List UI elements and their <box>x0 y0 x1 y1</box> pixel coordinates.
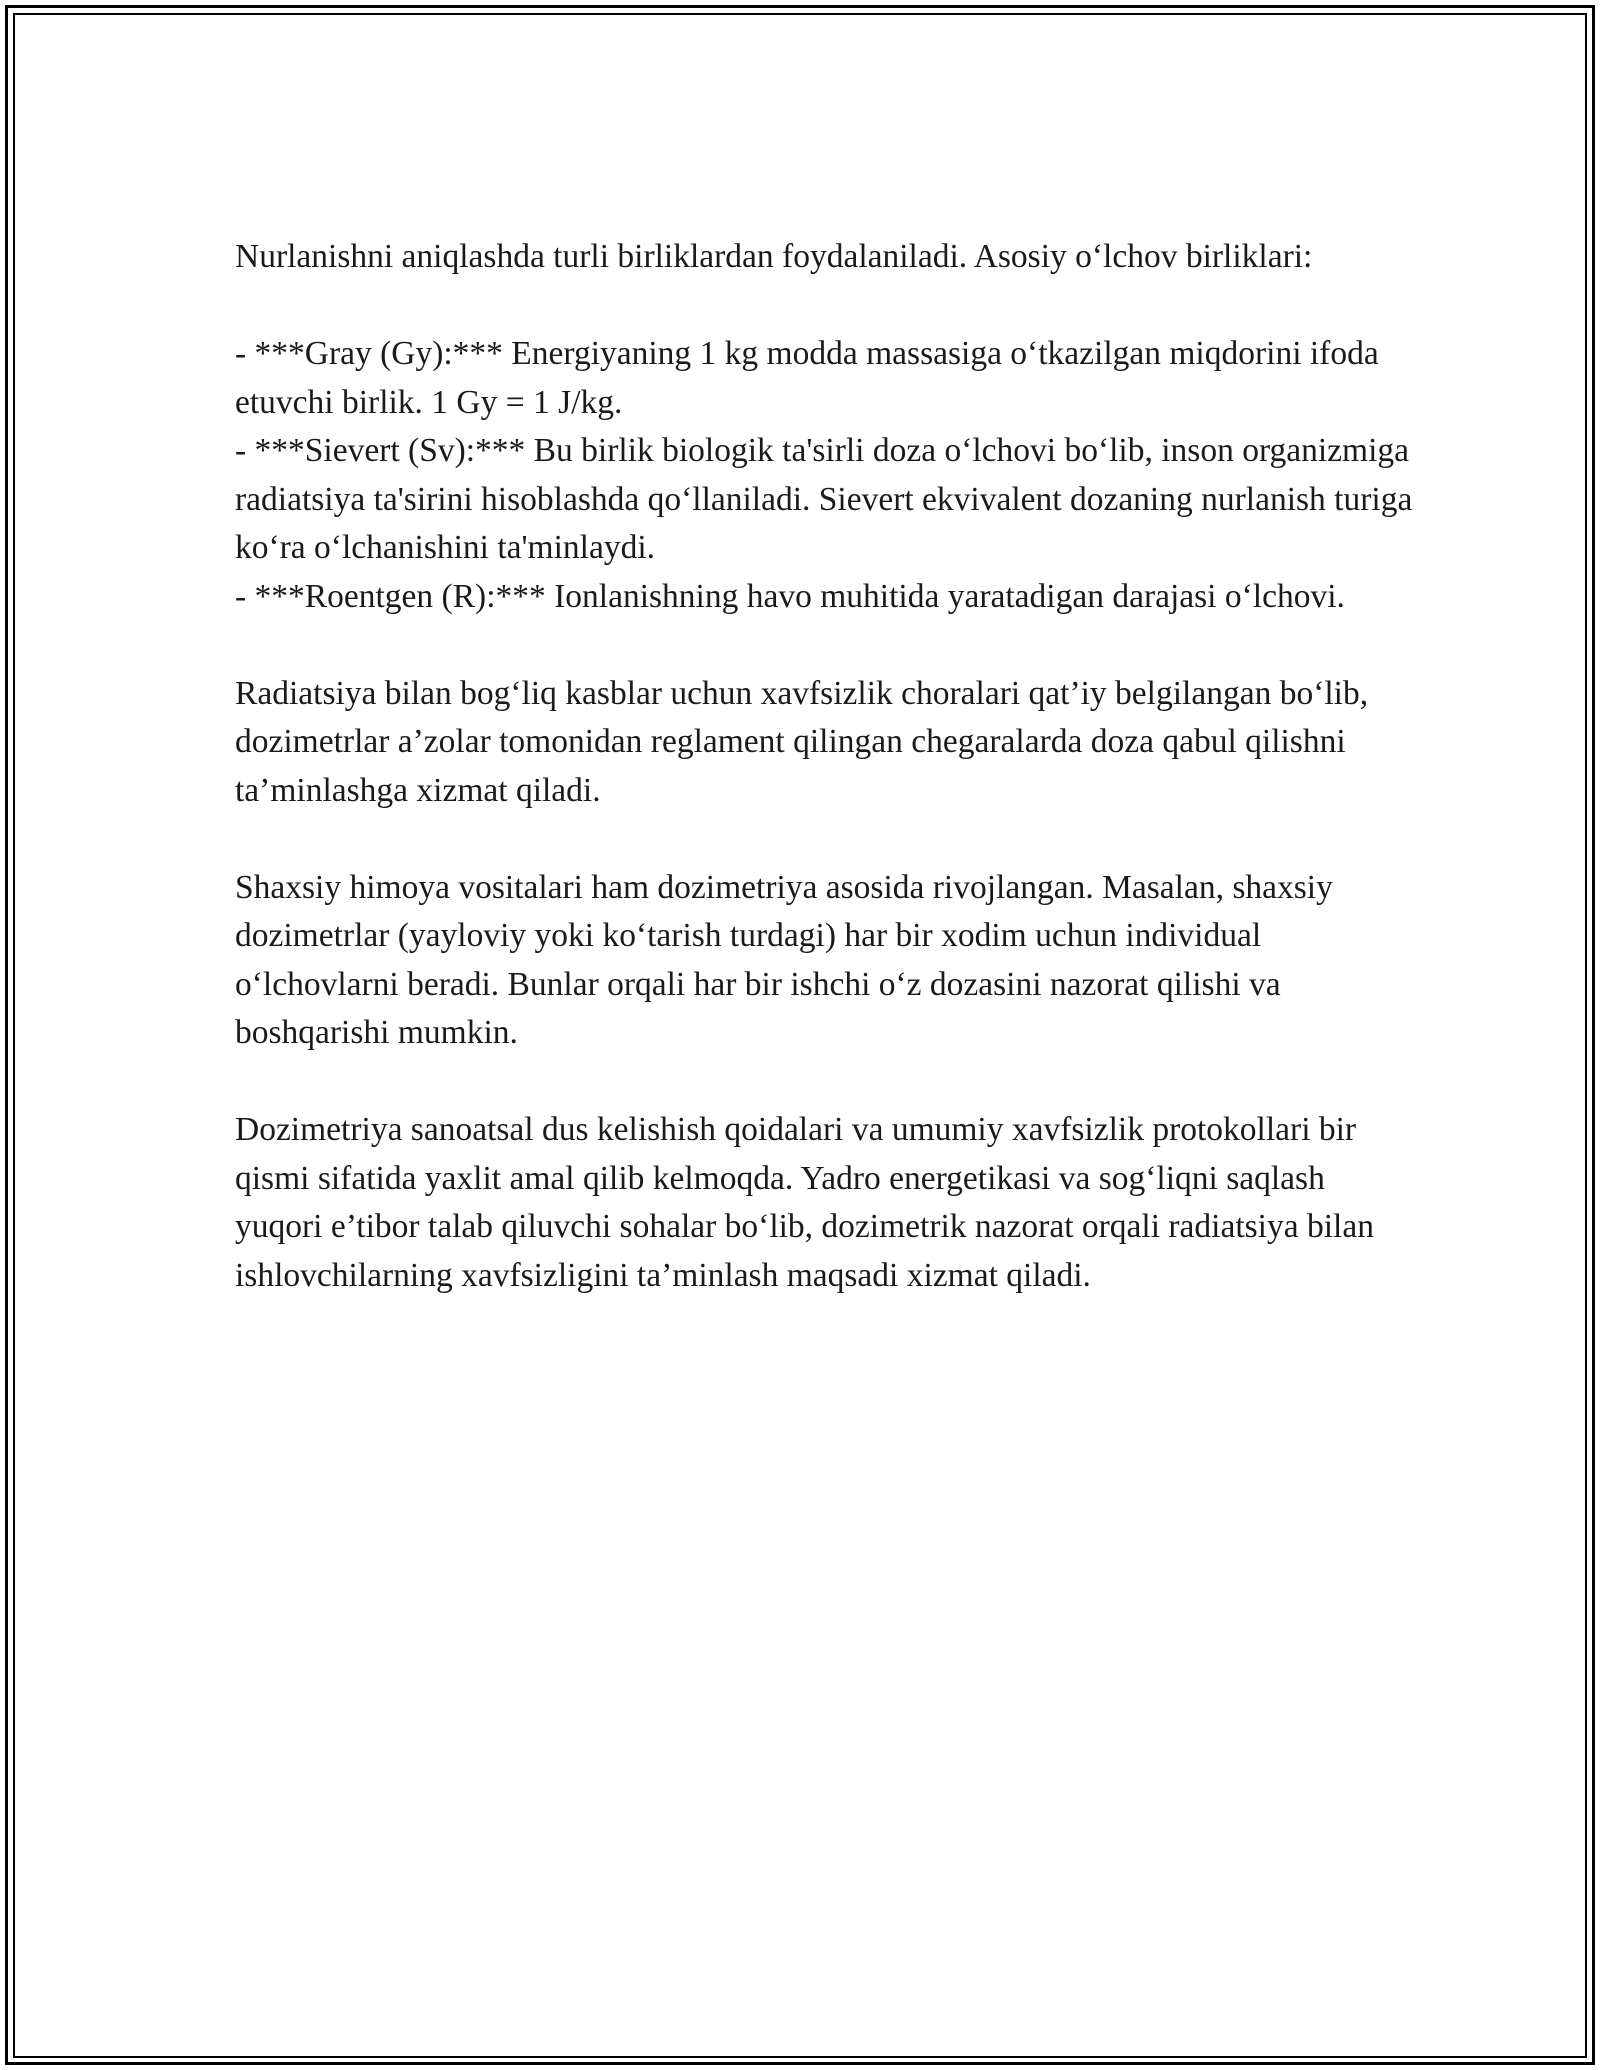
document-body <box>235 233 1415 1349</box>
protection-paragraph: Shaxsiy himoya vositalari ham dozimetriya asosida rivojlangan. Masalan, shaxsiy dozimetrlar (yayloviy yoki ko‘tarish turdagi) har bir xodim uchun individual o‘lchovlarni beradi. Bunlar orqali har bir ishchi o‘z dozasini nazorat qilishi va boshqarishi mumkin. <box>235 868 1333 1051</box>
unit-item-roentgen: - ***Roentgen (R):*** Ionlanishning havo muhitida yaratadigan darajasi o‘lchovi. <box>235 577 1345 615</box>
industry-paragraph: Dozimetriya sanoatsal dus kelishish qoidalari va umumiy xavfsizlik protokollari bir qismi sifatida yaxlit amal qilib kelmoqda. Yadro energetikasi va sog‘liqni saqlash yuqori e’tibor talab qiluvchi sohalar bo‘lib, dozimetrik nazorat orqali radiatsiya bilan ishlovchilarning xavfsizligini ta’minlash maqsadi xizmat qiladi. <box>235 1111 1374 1294</box>
unit-item-sievert: - ***Sievert (Sv):*** Bu birlik biologik ta'sirli doza o‘lchovi bo‘lib, inson organizmiga radiatsiya ta'sirini hisoblashda qo‘llaniladi. Sievert ekvivalent dozaning nurlanish turiga ko‘ra o‘lchanishini ta'minlaydi. <box>235 432 1413 566</box>
units-list <box>235 330 1415 621</box>
intro-paragraph: Nurlanishni aniqlashda turli birliklardan foydalaniladi. Asosiy o‘lchov birliklari: <box>235 238 1313 275</box>
unit-item-gray: - ***Gray (Gy):*** Energiyaning 1 kg modda massasiga o‘tkazilgan miqdorini ifoda etuvchi birlik. 1 Gy = 1 J/kg. <box>235 335 1379 421</box>
safety-paragraph: Radiatsiya bilan bog‘liq kasblar uchun xavfsizlik choralari qat’iy belgilangan bo‘lib, dozimetrlar a’zolar tomonidan reglament qilingan chegaralarda doza qabul qilishni ta’minlashga xizmat qiladi. <box>235 674 1369 809</box>
